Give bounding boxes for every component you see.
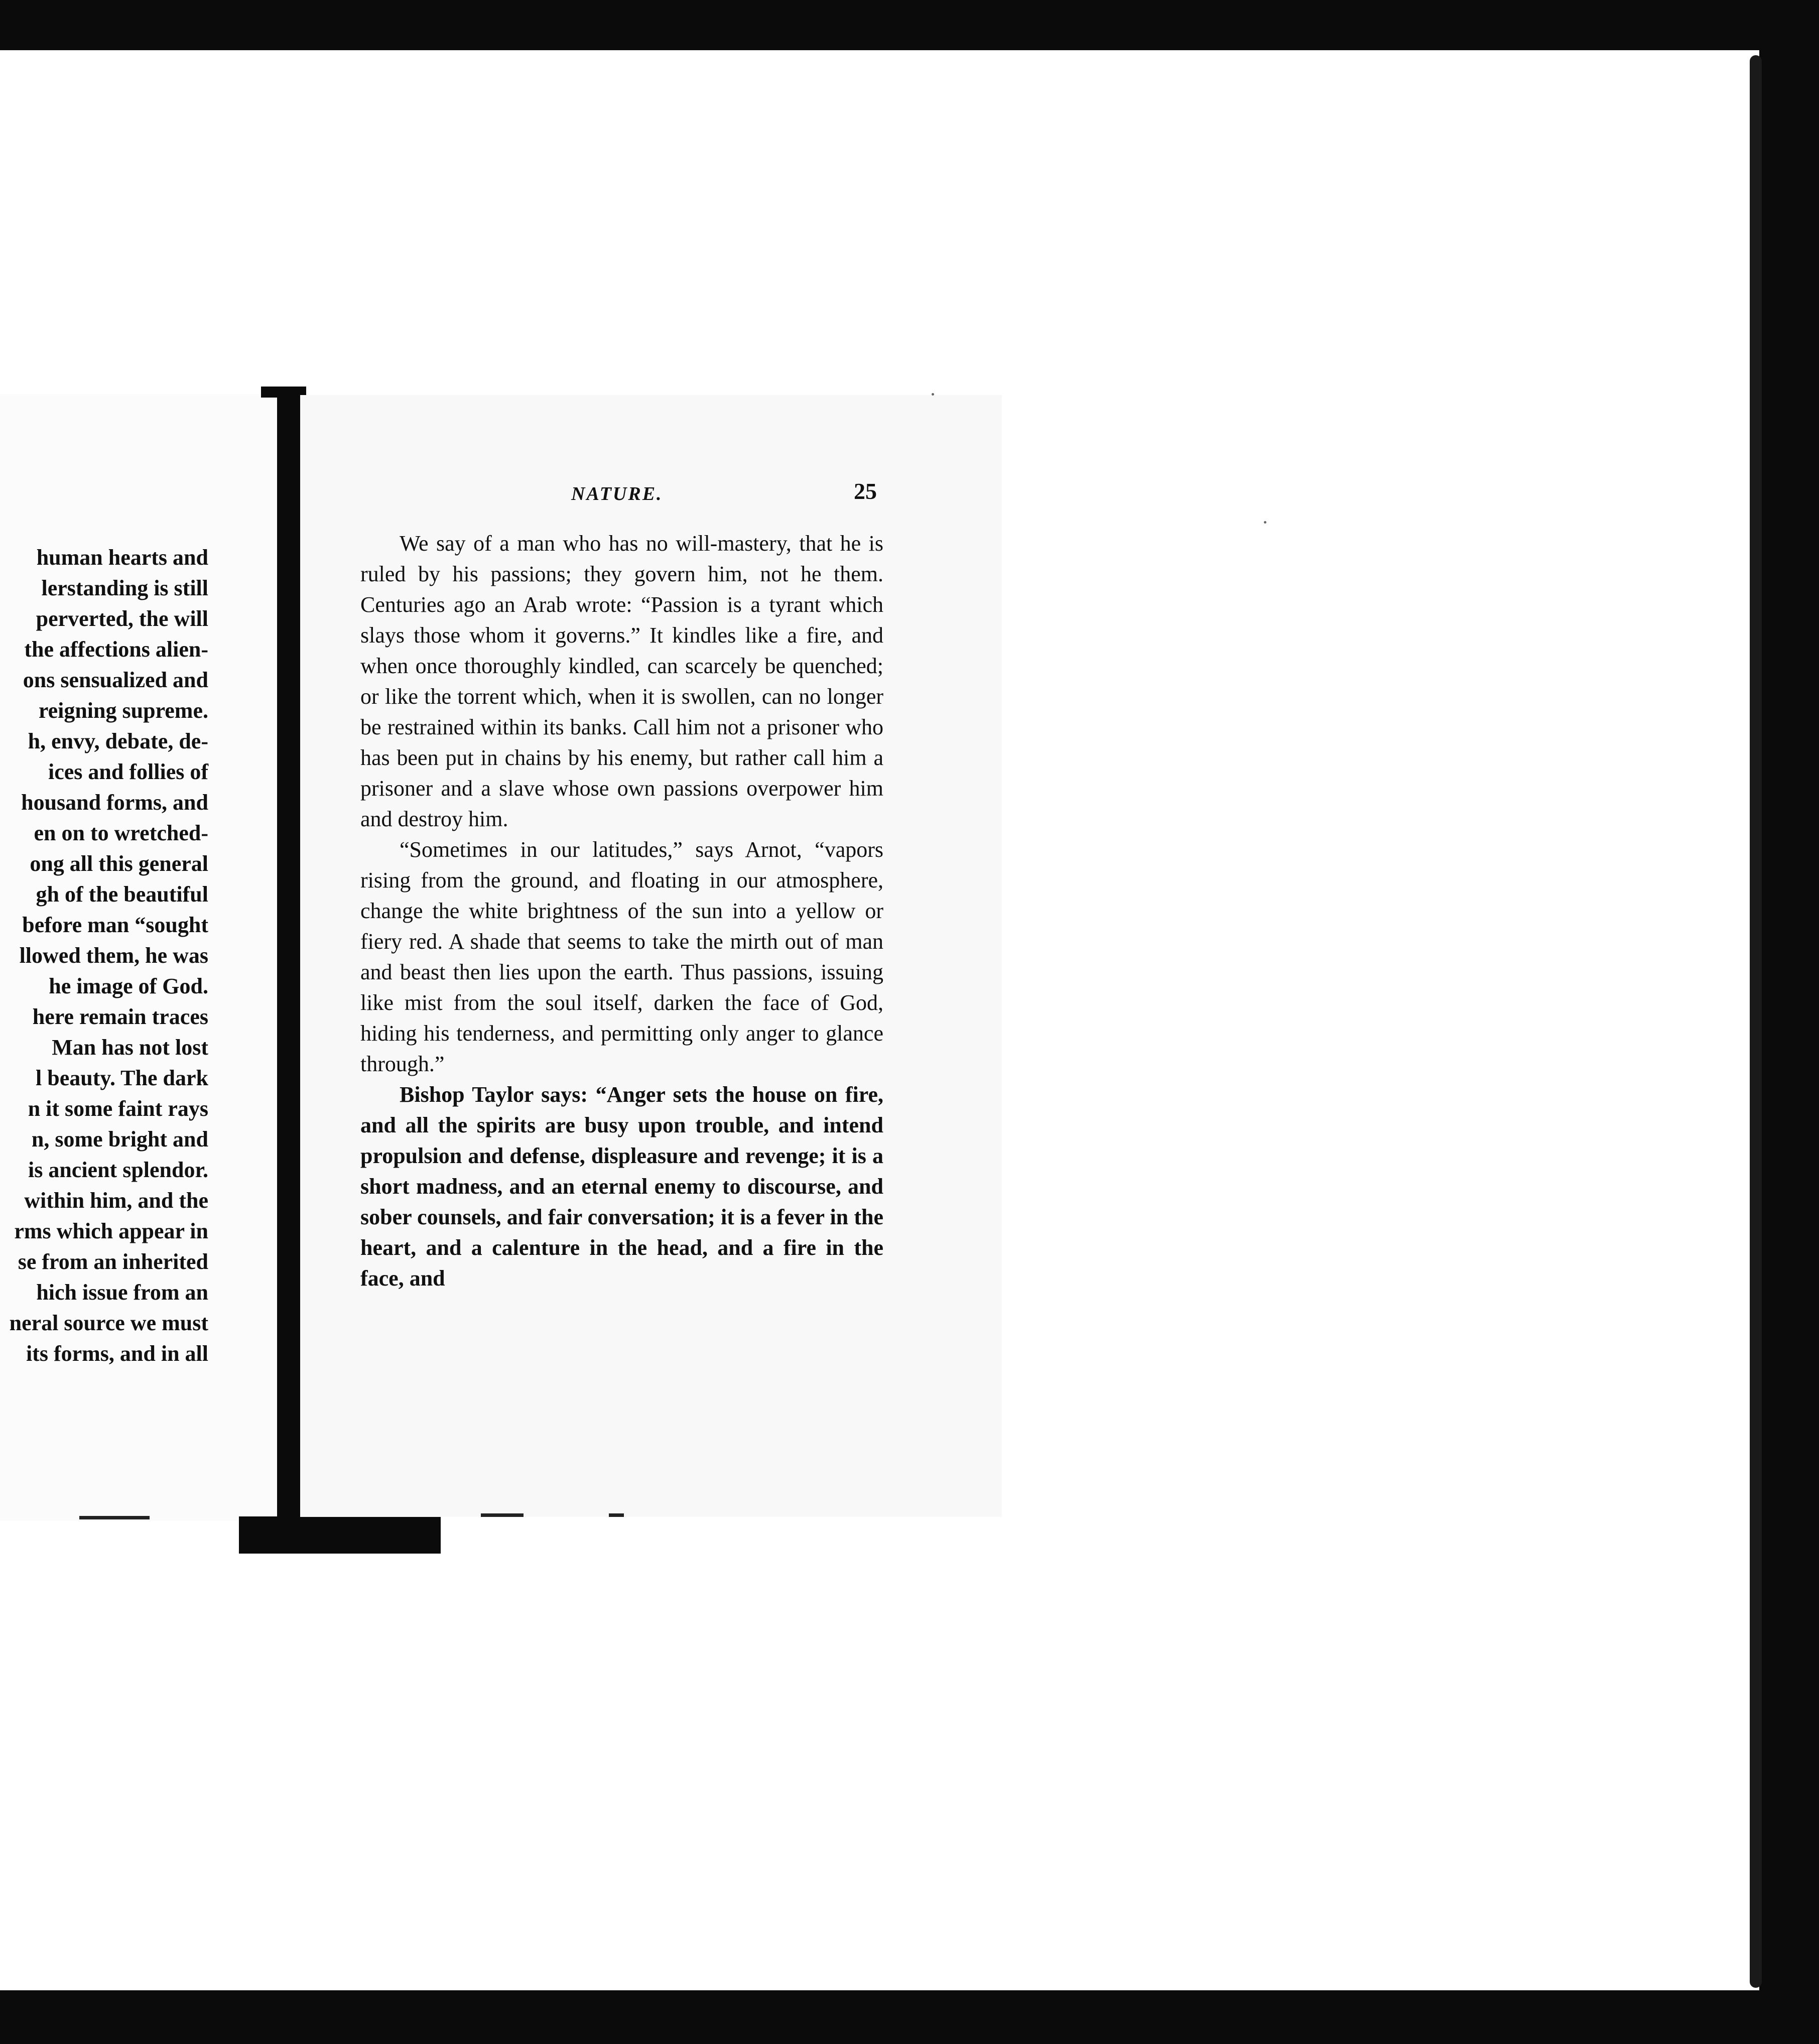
running-head: NATURE. bbox=[571, 483, 663, 504]
left-page-line: perverted, the will bbox=[36, 606, 208, 631]
left-page-line: its forms, and in all bbox=[26, 1341, 208, 1366]
body-paragraph: We say of a man who has no will-mastery, that he is ruled by his passions; they govern him, not he them. Centuries ago an Arab wrote: “Passion is a tyrant which slays those whom it governs.” It kindles like a fire, and when once thoroughly kindled, can scarcely be quenched; or like the torrent which, when it is swollen, can no longer be restrained within its banks. Call him not a prisoner who has been put in chains by his enemy, but rather call him a prisoner and a slave whose own passions overpower him and destroy him. bbox=[360, 531, 883, 831]
left-page-line: he image of God. bbox=[49, 974, 208, 998]
film-frame-right-border bbox=[1759, 50, 1819, 1990]
left-page-text-lines bbox=[10, 542, 208, 1369]
left-page-line: n it some faint rays bbox=[28, 1096, 208, 1121]
book-gutter-spine bbox=[277, 392, 301, 1521]
body-paragraph: Bishop Taylor says: “Anger sets the house on fire, and all the spirits are busy upon trouble, and intend propulsion and defense, displeasure and revenge; it is a short madness, and an eternal enemy to discourse, and sober counsels, and fair conversation; it is a fever in the heart, and a calenture in the head, and a fire in the face, and bbox=[360, 1082, 883, 1291]
left-page-line: before man “sought bbox=[22, 913, 208, 937]
body-paragraph: “Sometimes in our latitudes,” says Arnot, “vapors rising from the ground, and floating in our atmosphere, change the white brightness of the sun into a yellow or fiery red. A shade that seems to take the mirth out of man and beast then lies upon the earth. Thus passions, issuing like mist from the soul itself, darken the face of God, hiding his tenderness, and permitting only anger to glance through.” bbox=[360, 837, 883, 1076]
left-page-line: rms which appear in bbox=[14, 1219, 208, 1243]
left-page-line: the affections alien- bbox=[24, 637, 208, 662]
left-page-line: within him, and the bbox=[24, 1188, 208, 1213]
left-page-line: se from an inherited bbox=[18, 1249, 208, 1274]
left-page-line: neral source we must bbox=[9, 1311, 208, 1335]
left-page-line: h, envy, debate, de- bbox=[28, 729, 208, 753]
left-page-line: here remain traces bbox=[32, 1004, 208, 1029]
left-page-line: l beauty. The dark bbox=[36, 1066, 208, 1090]
scan-speck bbox=[1264, 521, 1266, 524]
left-page bbox=[0, 394, 294, 1521]
page-body-text bbox=[360, 528, 883, 1294]
right-page bbox=[300, 395, 1002, 1517]
left-page-line: en on to wretched- bbox=[34, 821, 208, 845]
left-page-line: gh of the beautiful bbox=[36, 882, 208, 907]
left-page-line: lerstanding is still bbox=[41, 576, 208, 600]
left-page-line: is ancient splendor. bbox=[28, 1158, 208, 1182]
left-page-line: ons sensualized and bbox=[23, 668, 208, 692]
page-edge-mark bbox=[79, 1516, 150, 1519]
book-base-shadow bbox=[239, 1516, 441, 1554]
page-edge-mark bbox=[481, 1513, 524, 1517]
scan-speck bbox=[932, 393, 934, 396]
left-page-line: Man has not lost bbox=[52, 1035, 208, 1060]
left-page-line: llowed them, he was bbox=[19, 943, 208, 968]
film-frame-right-edge bbox=[1750, 55, 1762, 1988]
left-page-line: n, some bright and bbox=[31, 1127, 208, 1152]
left-page-line: ices and follies of bbox=[48, 759, 208, 784]
left-page-line: hich issue from an bbox=[36, 1280, 208, 1305]
left-page-line: ong all this general bbox=[30, 851, 208, 876]
left-page-line: reigning supreme. bbox=[38, 698, 208, 723]
left-page-line: housand forms, and bbox=[21, 790, 208, 815]
left-page-line: human hearts and bbox=[36, 545, 208, 570]
film-frame-top-border bbox=[0, 0, 1819, 50]
page-number: 25 bbox=[854, 478, 877, 504]
film-frame-bottom-border bbox=[0, 1990, 1819, 2044]
page-edge-mark bbox=[609, 1513, 624, 1517]
